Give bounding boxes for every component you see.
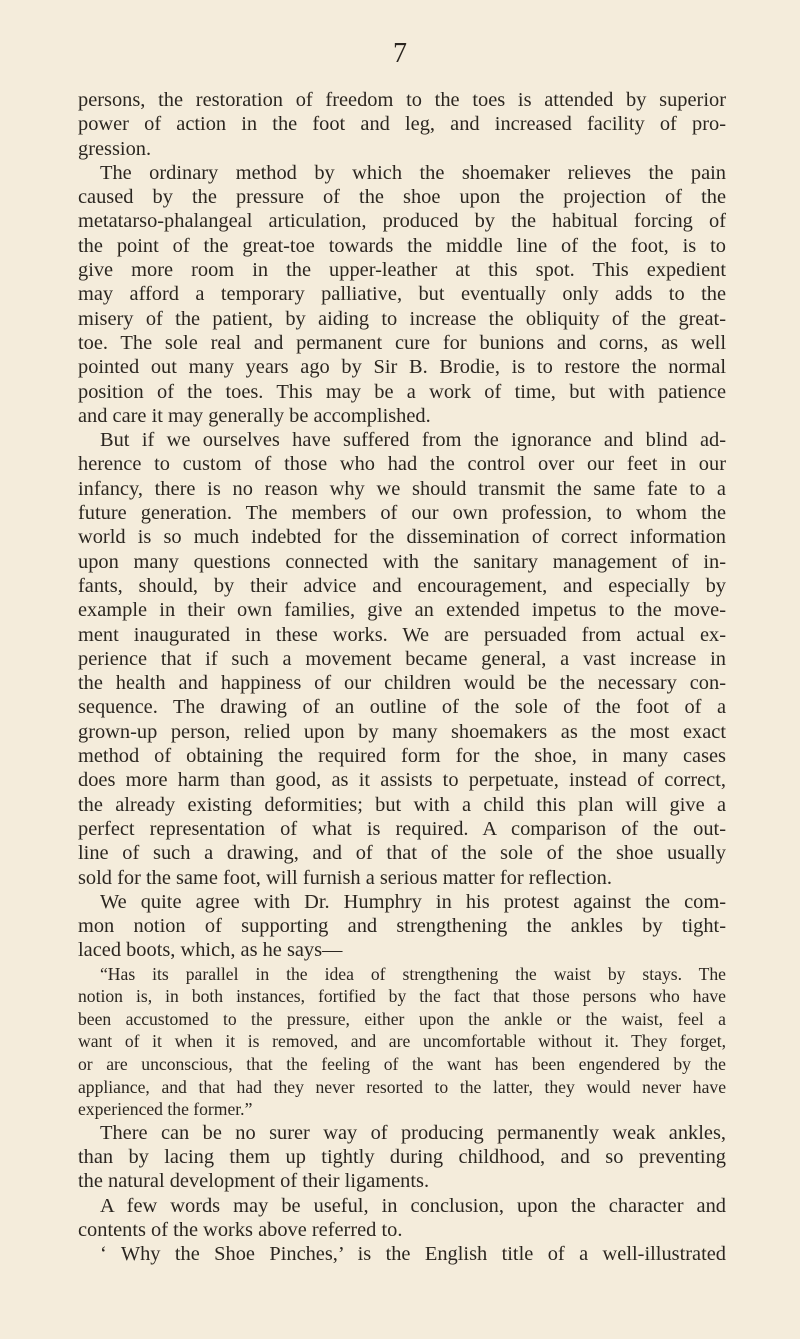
body-text-line: give more room in the upper-leather at this spot. This expedient [78, 259, 726, 282]
body-text-line: herence to custom of those who had the control over our feet in our [78, 453, 726, 476]
quoted-text-line: “Has its parallel in the idea of strengthening the waist by stays. The [100, 963, 726, 984]
body-text-line: world is so much indebted for the dissemination of correct information [78, 526, 726, 549]
body-text-line: than by lacing them up tightly during childhood, and so preventing [78, 1146, 726, 1169]
body-text-line: We quite agree with Dr. Humphry in his protest against the com- [100, 890, 726, 913]
body-text-line: position of the toes. This may be a work of time, but with patience [78, 380, 726, 403]
quoted-text-line: or are unconscious, that the feeling of the want has been engendered by the [78, 1054, 726, 1075]
body-text-line: gression. [78, 137, 152, 160]
body-text-line: the already existing deformities; but with a child this plan will give a [78, 793, 726, 816]
body-text-line: line of such a drawing, and of that of the sole of the shoe usually [78, 842, 726, 865]
body-text-line: power of action in the foot and leg, and increased facility of pro- [78, 113, 726, 136]
body-text-line: the health and happiness of our children would be the necessary con- [78, 672, 726, 695]
body-text-line: ‘ Why the Shoe Pinches,’ is the English title of a well-illustrated [100, 1243, 726, 1266]
body-text-line: ment inaugurated in these works. We are persuaded from actual ex- [78, 623, 726, 646]
body-text-line: The ordinary method by which the shoemaker relieves the pain [100, 161, 726, 184]
body-text-line: future generation. The members of our own profession, to whom the [78, 502, 726, 525]
body-text-line: caused by the pressure of the shoe upon the projection of the [78, 186, 726, 209]
body-text-line: mon notion of supporting and strengthening the ankles by tight- [78, 915, 726, 938]
quoted-text-line: experienced the former.” [78, 1099, 253, 1120]
body-text-line: and care it may generally be accomplished. [78, 404, 431, 427]
body-text-line: There can be no surer way of producing permanently weak ankles, [100, 1121, 726, 1144]
body-text-line: sold for the same foot, will furnish a serious matter for reflection. [78, 866, 612, 889]
body-text-line: grown-up person, relied upon by many shoemakers as the most exact [78, 720, 726, 743]
body-text-line: misery of the patient, by aiding to increase the obliquity of the great- [78, 307, 726, 330]
body-text-line: persons, the restoration of freedom to the toes is attended by superior [78, 89, 726, 111]
page-number: 7 [393, 38, 407, 69]
body-text-line: infancy, there is no reason why we should transmit the same fate to a [78, 477, 726, 500]
body-text-line: the natural development of their ligaments. [78, 1170, 430, 1193]
body-text-line: method of obtaining the required form for the shoe, in many cases [78, 745, 726, 768]
body-text-line: the point of the great-toe towards the middle line of the foot, is to [78, 234, 726, 257]
body-text-line: A few words may be useful, in conclusion, upon the character and [100, 1194, 726, 1217]
body-text-line: upon many questions connected with the sanitary management of in- [78, 550, 726, 573]
body-text-line: example in their own families, give an extended impetus to the move- [78, 599, 726, 622]
body-text-line: contents of the works above referred to. [78, 1219, 403, 1242]
body-text-line: sequence. The drawing of an outline of the sole of the foot of a [78, 696, 726, 719]
body-text-line: laced boots, which, as he says— [78, 939, 343, 962]
body-text-line: fants, should, by their advice and encouragement, and especially by [78, 574, 726, 597]
body-text-line: perfect representation of what is required. A comparison of the out- [78, 817, 726, 840]
quoted-text-line: notion is, in both instances, fortified by the fact that those persons who have [78, 986, 726, 1007]
quoted-text-line: been accustomed to the pressure, either upon the ankle or the waist, feel a [78, 1008, 726, 1029]
body-text-line: does more harm than good, as it assists to perpetuate, instead of correct, [78, 769, 726, 792]
body-text-line: pointed out many years ago by Sir B. Brodie, is to restore the normal [78, 356, 726, 379]
quoted-text-line: appliance, and that had they never resorted to the latter, they would never have [78, 1076, 726, 1097]
body-text-line: toe. The sole real and permanent cure for bunions and corns, as well [78, 331, 726, 354]
quoted-text-line: want of it when it is removed, and are uncomfortable without it. They forget, [78, 1031, 726, 1052]
body-text-line: perience that if such a movement became general, a vast increase in [78, 647, 726, 670]
body-text-line: But if we ourselves have suffered from the ignorance and blind ad- [100, 429, 726, 452]
body-text-line: may afford a temporary palliative, but eventually only adds to the [78, 283, 726, 306]
body-text-line: metatarso-phalangeal articulation, produced by the habitual forcing of [78, 210, 726, 233]
page-text-body [78, 88, 726, 1267]
